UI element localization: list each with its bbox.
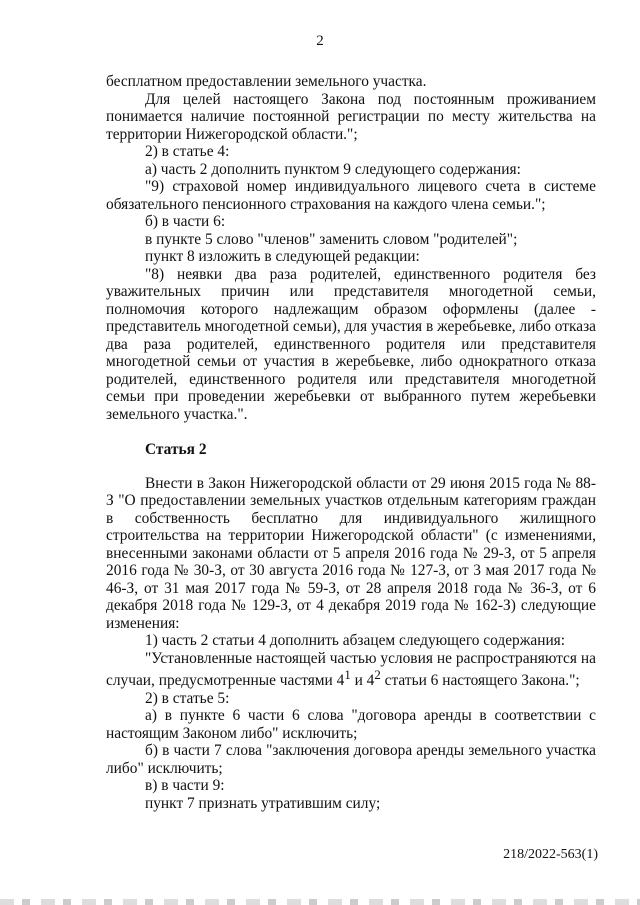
list-item: а) часть 2 дополнить пунктом 9 следующего содержания: — [145, 160, 521, 178]
quoted-paragraph: "9) страховой номер индивидуального лицевого счета в системе обязательного пенсионного страхования на каждого члена семьи."; — [106, 178, 596, 213]
text-segment: "Установленные настоящей частью условия не распространяются на случаи, предусмотренные частями 4 — [106, 649, 596, 690]
paragraph: пункт 7 признать утратившим силу; — [145, 794, 381, 812]
paragraph: бесплатном предоставлении земельного участка. — [106, 73, 427, 90]
superscript: 2 — [374, 668, 381, 682]
list-item: 2) в статье 5: — [145, 689, 230, 707]
list-item: б) в части 7 слова "заключения договора аренды земельного участка либо" исключить; — [106, 742, 596, 777]
list-item: 2) в статье 4: — [145, 143, 230, 160]
paragraph: в пункте 5 слово "членов" заменить словом "родителей"; — [145, 230, 518, 248]
quoted-paragraph: "8) неявки два раза родителей, единственного родителя без уважительных причин или представителя многодетной семьи, полномочия которого надлежащим образом оформлены (далее - представитель многодетной семьи), для участия в жеребьевке, либо отказа два раза родителей, единственного родителя или представителя многодетной семьи от участия в жеребьевке, либо однократного отказа родителей, единственного родителя или представителя многодетной семьи при проведении жеребьевки от выбранного путем жеребьевки земельного участка.". — [106, 265, 596, 423]
text-segment: и 4 — [350, 672, 375, 690]
paragraph: Для целей настоящего Закона под постоянным проживанием понимается наличие постоянной регистрации по месту жительства на территории Нижегородской области."; — [106, 90, 596, 143]
list-item: в) в части 9: — [145, 777, 225, 795]
article-title: Статья 2 — [145, 441, 207, 458]
list-item: а) в пункте 6 части 6 слова "договора аренды в соответствии с настоящим Законом либо" исключить; — [106, 707, 596, 742]
document-id: 218/2022-563(1) — [503, 847, 598, 862]
list-item: б) в части 6: — [145, 213, 226, 230]
quoted-paragraph — [106, 650, 596, 690]
superscript: 1 — [344, 668, 351, 682]
paragraph: пункт 8 изложить в следующей редакции: — [145, 248, 420, 265]
document-body — [106, 73, 596, 812]
text-segment: статьи 6 настоящего Закона."; — [380, 672, 580, 690]
paragraph: Внести в Закон Нижегородской области от 29 июня 2015 года № 88-З "О предоставлении земельных участков отдельным категориям граждан в собственность бесплатно для индивидуального жилищного строительства на территории Нижегородской области" (с изменениями, внесенными законами области от 5 апреля 2016 года № 29-З, от 5 апреля 2016 года № 30-З, от 30 августа 2016 года № 127-З, от 3 мая 2017 года № 46-З, от 31 мая 2017 года № 59-З, от 28 апреля 2018 года № 36-З, от 6 декабря 2018 года № 129-З, от 4 декабря 2019 года № 162-З) следующие изменения: — [106, 474, 596, 632]
page-number: 2 — [316, 33, 324, 49]
scan-artifact — [0, 899, 640, 905]
list-item: 1) часть 2 статьи 4 дополнить абзацем следующего содержания: — [145, 632, 566, 649]
